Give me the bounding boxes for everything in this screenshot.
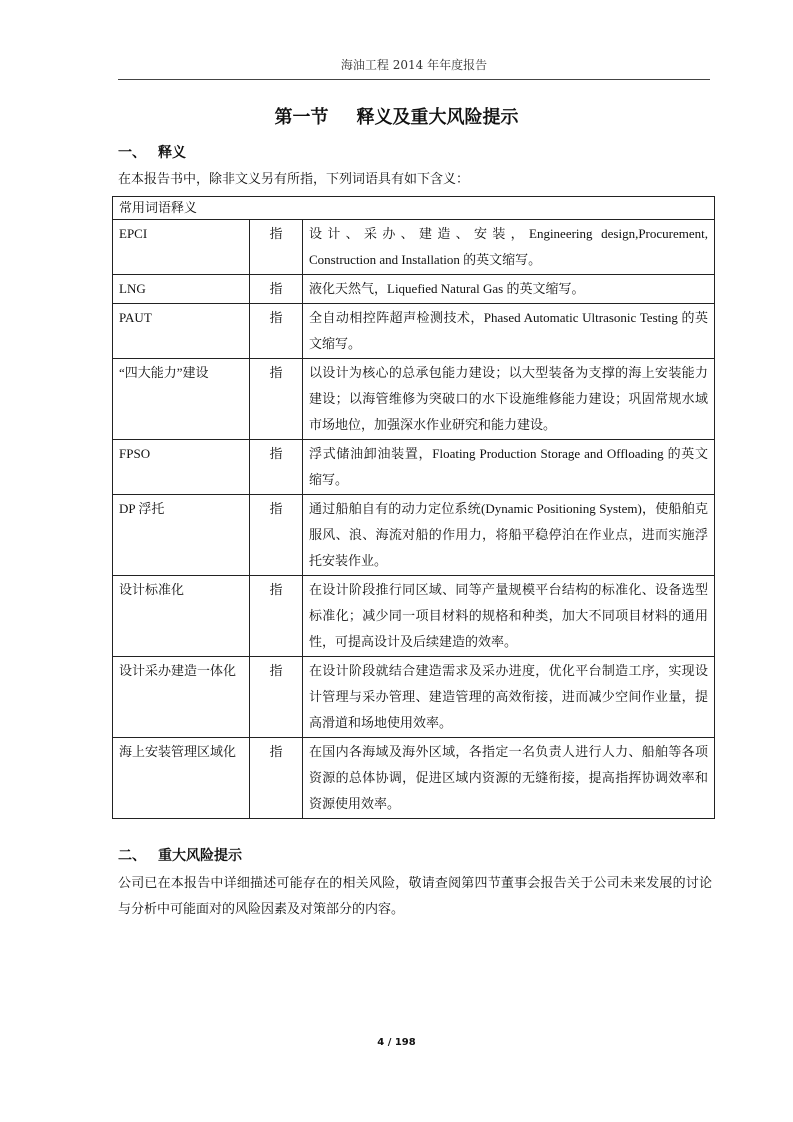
page-number: 4 / 198 bbox=[377, 1037, 416, 1048]
term-cell: 设计标准化 bbox=[113, 576, 250, 657]
mark-cell: 指 bbox=[250, 495, 303, 576]
mark-cell: 指 bbox=[250, 359, 303, 440]
desc-cell: 浮式储油卸油装置，Floating Production Storage and Offloading 的英文缩写。 bbox=[303, 440, 715, 495]
desc-cell: 通过船舶自有的动力定位系统(Dynamic Positioning System)，使船舶克服风、浪、海流对船的作用力，将船平稳停泊在作业点，进而实施浮托安装作业。 bbox=[303, 495, 715, 576]
table-row bbox=[113, 576, 715, 657]
part1-heading bbox=[118, 142, 186, 162]
term-cell: 海上安装管理区域化 bbox=[113, 738, 250, 819]
table-row bbox=[113, 220, 715, 275]
header-divider bbox=[118, 79, 710, 80]
term-cell: DP 浮托 bbox=[113, 495, 250, 576]
mark-cell: 指 bbox=[250, 304, 303, 359]
mark-cell: 指 bbox=[250, 657, 303, 738]
definitions-table bbox=[112, 196, 715, 819]
table-row bbox=[113, 304, 715, 359]
term-cell: PAUT bbox=[113, 304, 250, 359]
mark-cell: 指 bbox=[250, 275, 303, 304]
desc-cell: 设计、采办、建造、安装，Engineering design,Procurement, Construction and Installation 的英文缩写。 bbox=[303, 220, 715, 275]
term-cell: 设计采办建造一体化 bbox=[113, 657, 250, 738]
desc-cell: 全自动相控阵超声检测技术，Phased Automatic Ultrasonic Testing 的英文缩写。 bbox=[303, 304, 715, 359]
part2-text: 公司已在本报告中详细描述可能存在的相关风险，敬请查阅第四节董事会报告关于公司未来发展的讨论与分析中可能面对的风险因素及对策部分的内容。 bbox=[118, 876, 712, 917]
desc-cell: 在设计阶段推行同区域、同等产量规模平台结构的标准化、设备选型标准化；减少同一项目材料的规格和种类，加大不同项目材料的通用性，可提高设计及后续建造的效率。 bbox=[303, 576, 715, 657]
table-row bbox=[113, 738, 715, 819]
table-row bbox=[113, 275, 715, 304]
mark-cell: 指 bbox=[250, 576, 303, 657]
term-cell: EPCI bbox=[113, 220, 250, 275]
desc-cell: 在国内各海域及海外区域，各指定一名负责人进行人力、船舶等各项资源的总体协调，促进区域内资源的无缝衔接，提高指挥协调效率和资源使用效率。 bbox=[303, 738, 715, 819]
part2-heading bbox=[118, 845, 242, 865]
table-row bbox=[113, 440, 715, 495]
mark-cell: 指 bbox=[250, 220, 303, 275]
mark-cell: 指 bbox=[250, 738, 303, 819]
table-caption: 常用词语释义 bbox=[113, 197, 715, 220]
part1-number: 一、 bbox=[118, 145, 146, 161]
part1-title: 释义 bbox=[158, 145, 186, 161]
part2-title: 重大风险提示 bbox=[158, 848, 242, 864]
desc-cell: 在设计阶段就结合建造需求及采办进度，优化平台制造工序，实现设计管理与采办管理、建造管理的高效衔接，进而减少空间作业量，提高滑道和场地使用效率。 bbox=[303, 657, 715, 738]
term-cell: “四大能力”建设 bbox=[113, 359, 250, 440]
term-cell: LNG bbox=[113, 275, 250, 304]
table-row bbox=[113, 657, 715, 738]
running-header: 海油工程 2014 年年度报告 bbox=[340, 58, 488, 72]
section-heading: 释义及重大风险提示 bbox=[356, 107, 519, 128]
table-row bbox=[113, 359, 715, 440]
table-row bbox=[113, 495, 715, 576]
part2-number: 二、 bbox=[118, 848, 146, 864]
term-cell: FPSO bbox=[113, 440, 250, 495]
table-caption-row bbox=[113, 197, 715, 220]
section-title bbox=[0, 103, 793, 129]
desc-cell: 液化天然气，Liquefied Natural Gas 的英文缩写。 bbox=[303, 275, 715, 304]
section-number: 第一节 bbox=[274, 107, 329, 128]
desc-cell: 以设计为核心的总承包能力建设；以大型装备为支撑的海上安装能力建设；以海管维修为突破口的水下设施维修能力建设；巩固常规水域市场地位，加强深水作业研究和能力建设。 bbox=[303, 359, 715, 440]
mark-cell: 指 bbox=[250, 440, 303, 495]
part1-intro: 在本报告书中，除非文义另有所指，下列词语具有如下含义： bbox=[118, 172, 470, 187]
